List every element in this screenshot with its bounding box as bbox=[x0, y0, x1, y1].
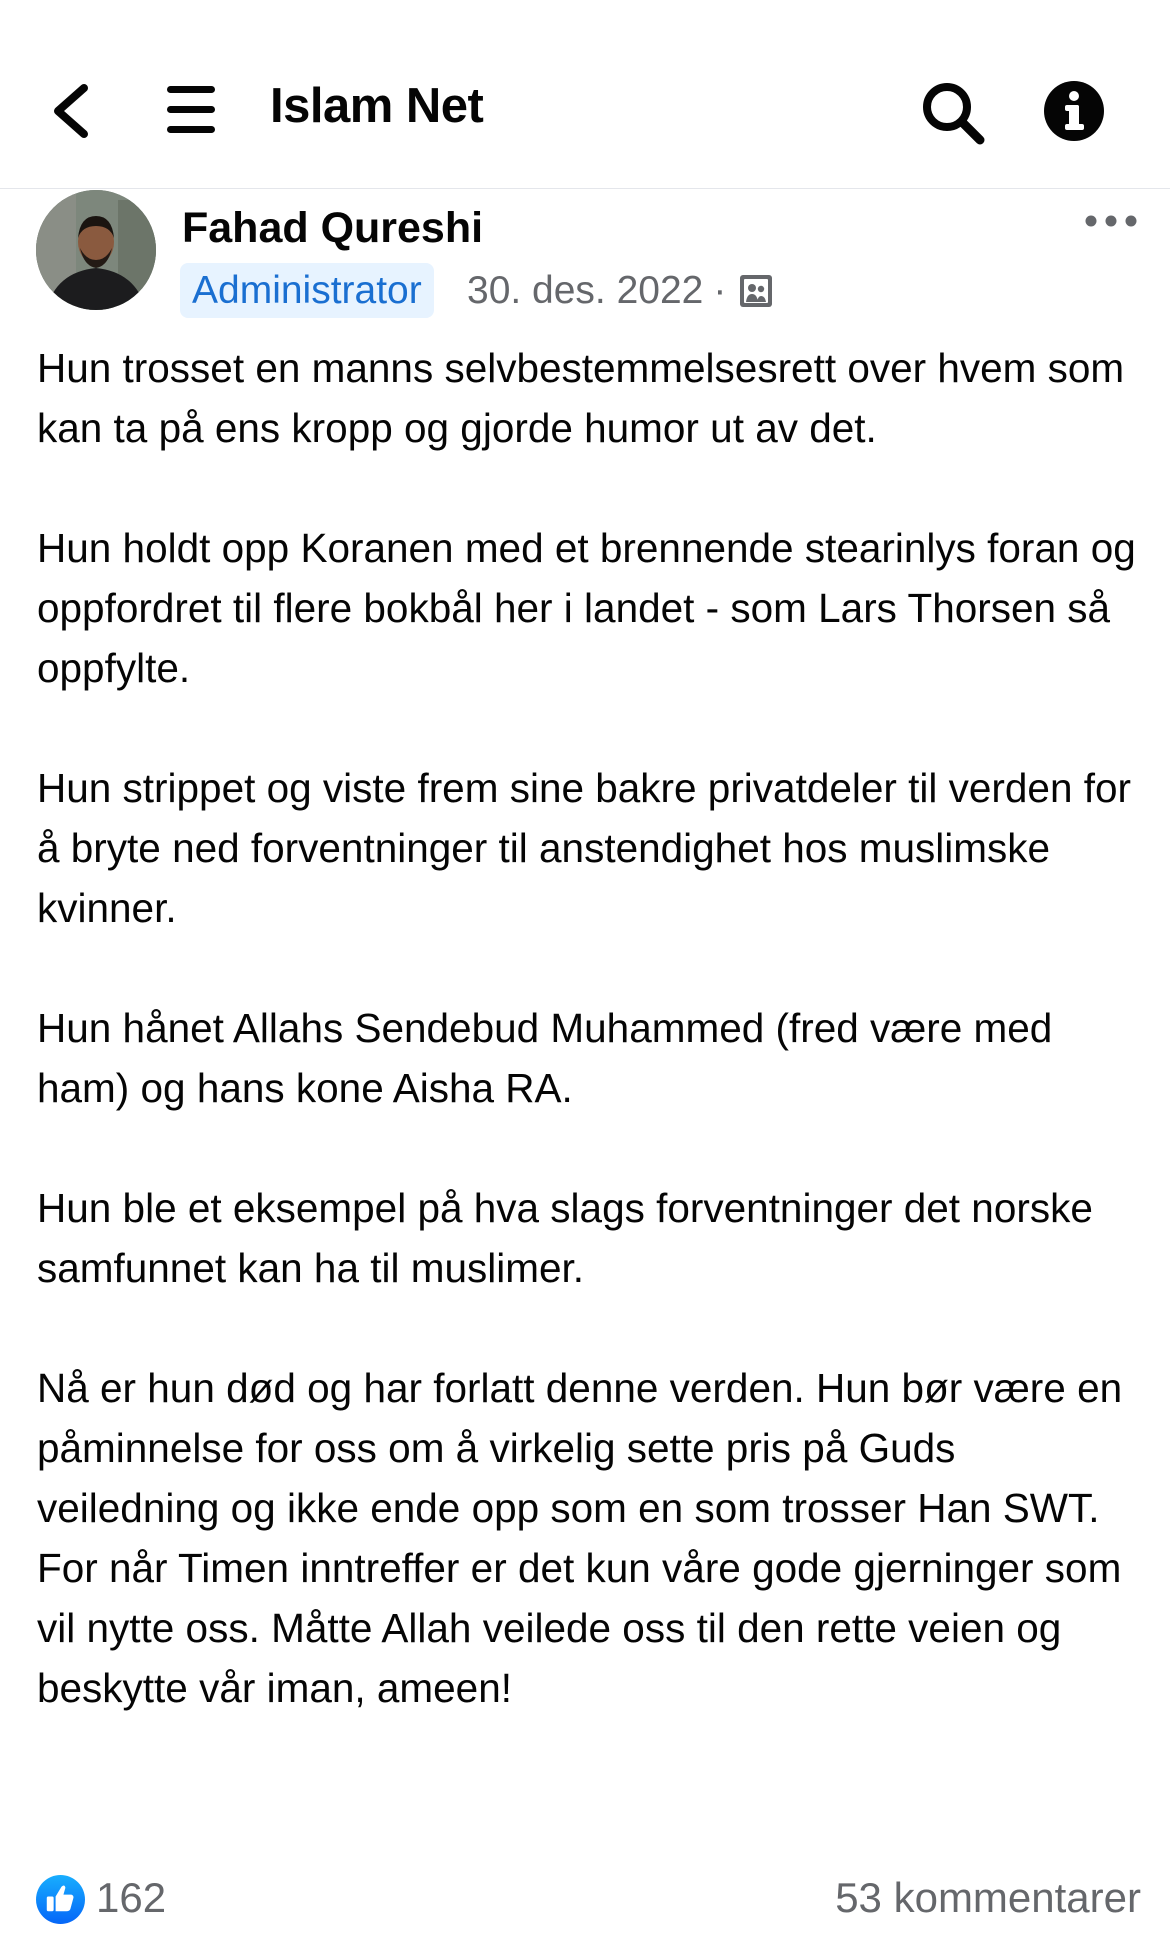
info-icon[interactable] bbox=[1043, 80, 1105, 142]
menu-icon[interactable] bbox=[165, 82, 217, 138]
group-audience-icon bbox=[738, 273, 774, 309]
author-name[interactable]: Fahad Qureshi bbox=[182, 204, 484, 252]
post-paragraph: Hun holdt opp Koranen med et brennende stearinlys foran og oppfordret til flere bokbål her i landet - som Lars Thorsen så oppfylte. bbox=[37, 525, 1136, 691]
comment-count[interactable]: 53 kommentarer bbox=[835, 1874, 1141, 1921]
post-body bbox=[37, 338, 1147, 1718]
search-icon[interactable] bbox=[920, 80, 986, 146]
back-chevron-icon[interactable] bbox=[44, 80, 104, 142]
post-paragraph: Hun strippet og viste frem sine bakre privatdeler til verden for å bryte ned forventninger til anstendighet hos muslimske kvinner. bbox=[37, 765, 1131, 931]
post-paragraph: Hun trosset en manns selvbestemmelsesrett over hvem som kan ta på ens kropp og gjorde humor ut av det. bbox=[37, 345, 1125, 451]
more-options-icon[interactable] bbox=[1083, 206, 1139, 236]
post-date[interactable]: 30. des. 2022 bbox=[467, 269, 704, 312]
post-paragraph: Nå er hun død og har forlatt denne verden. Hun bør være en påminnelse for oss om å virkelig sette pris på Guds veiledning og ikke ende opp som en som trosser Han SWT. For når Timen inntreffer er det kun våre gode gjerninger som vil nytte oss. Måtte Allah veilede oss til den rette veien og beskytte vår iman, ameen! bbox=[37, 1365, 1123, 1711]
post-meta bbox=[467, 266, 774, 316]
post-paragraph: Hun ble et eksempel på hva slags forventninger det norske samfunnet kan ha til muslimer. bbox=[37, 1185, 1093, 1291]
role-badge: Administrator bbox=[180, 263, 434, 318]
meta-separator: · bbox=[713, 269, 727, 312]
post-paragraph: Hun hånet Allahs Sendebud Muhammed (fred være med ham) og hans kone Aisha RA. bbox=[37, 1005, 1053, 1111]
like-count[interactable]: 162 bbox=[96, 1874, 167, 1921]
avatar[interactable] bbox=[36, 190, 156, 310]
page-title[interactable]: Islam Net bbox=[270, 79, 484, 133]
like-thumbs-up-icon[interactable] bbox=[36, 1875, 85, 1924]
post-footer bbox=[36, 1872, 1141, 1928]
top-bar bbox=[0, 0, 1170, 189]
